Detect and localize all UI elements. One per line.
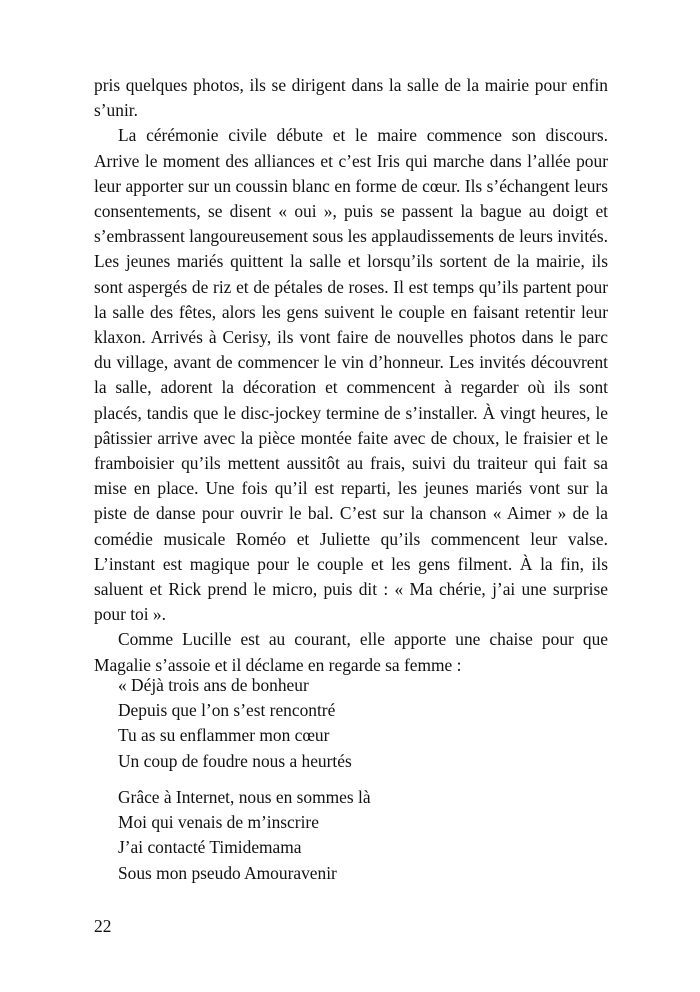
body-text — [94, 73, 608, 678]
poem-line: J’ai contacté Timidemama — [118, 837, 302, 858]
paragraph-continuation: pris quelques photos, ils se dirigent dans la salle de la mairie pour enfin s’unir. — [94, 75, 608, 121]
poem-line: Tu as su enflammer mon cœur — [118, 725, 330, 746]
poem-line: Un coup de foudre nous a heurtés — [118, 750, 352, 771]
poem-stanza-1 — [118, 673, 518, 774]
poem-line: Moi qui venais de m’inscrire — [118, 812, 319, 833]
paragraph-ceremony: La cérémonie civile débute et le maire commence son discours. Arrive le moment des alliances et c’est Iris qui marche dans l’allée pour leur apporter sur un coussin blanc en forme de cœur. Ils s’échangent leurs consentements, se disent « oui », puis se passent la bague au doigt et s’embrassent langoureusement sous les applaudissements de leurs invités. Les jeunes mariés quittent la salle et lorsqu’ils sortent de la mairie, ils sont aspergés de riz et de pétales de roses. Il est temps qu’ils partent pour la salle des fêtes, alors les gens suivent le couple en faisant retentir leur klaxon. Arrivés à Cerisy, ils vont faire de nouvelles photos dans le parc du village, avant de commencer le vin d’honneur. Les invités découvrent la salle, adorent la décoration et commencent à regarder où ils sont placés, tandis que le disc-jockey termine de s’installer. À vingt heures, le pâtissier arrive avec la pièce montée faite avec de choux, le fraisier et le framboisier qu’ils mettent aussitôt au frais, suivi du traiteur qui fait sa mise en place. Une fois qu’il est reparti, les jeunes mariés vont sur la piste de danse pour ouvrir le bal. C’est sur la chanson « Aimer » de la comédie musicale Roméo et Juliette qu’ils commencent leur valse. L’instant est magique pour le couple et les gens filment. À la fin, ils saluent et Rick prend le micro, puis dit : « Ma chérie, j’ai une surprise pour toi ». — [94, 125, 608, 625]
paragraph-lucille: Comme Lucille est au courant, elle apporte une chaise pour que Magalie s’assoie et il déclame en regarde sa femme : — [94, 629, 608, 675]
poem-line: « Déjà trois ans de bonheur — [118, 675, 309, 695]
poem-line: Grâce à Internet, nous en sommes là — [118, 787, 371, 807]
poem-stanza-2 — [118, 785, 518, 886]
poem-line: Depuis que l’on s’est rencontré — [118, 700, 336, 721]
poem-line: Sous mon pseudo Amouravenir — [118, 862, 337, 883]
page-number: 22 — [94, 916, 112, 936]
